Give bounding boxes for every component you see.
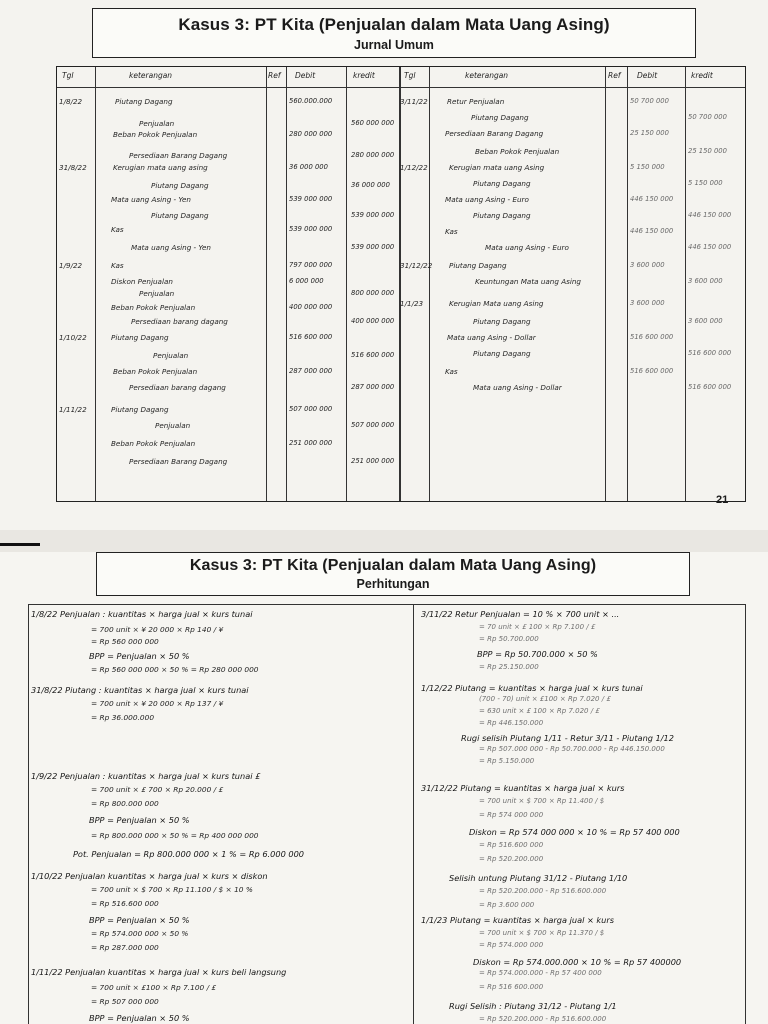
entry-account: Piutang Dagang [471, 113, 529, 122]
calculation-sheet [28, 604, 746, 1024]
entry-kredit: 287 000 000 [351, 383, 395, 391]
entry-account: Retur Penjualan [447, 97, 505, 106]
entry-account: Mata uang Asing - Dollar [473, 383, 562, 392]
column-divider [429, 67, 430, 501]
page-title: Kasus 3: PT Kita (Penjualan dalam Mata Uang Asing) [178, 15, 610, 34]
entry-debit: 539 000 000 [289, 195, 333, 203]
entry-kredit: 539 000 000 [351, 243, 395, 251]
calc-line: = Rp 446.150.000 [479, 719, 544, 727]
calc-line: 31/12/22 Piutang = kuantitas × harga jual × kurs [421, 783, 625, 793]
calc-line: BPP = Rp 50.700.000 × 50 % [477, 649, 598, 659]
header-keterangan: keterangan [129, 71, 173, 80]
calc-line: = Rp 507.000 000 - Rp 50.700.000 - Rp 446.150.000 [479, 745, 665, 753]
calc-line: = 700 unit × £ 700 × Rp 20.000 / £ [91, 785, 224, 794]
header-keterangan-right: keterangan [465, 71, 509, 80]
entry-date: 1/11/22 [59, 405, 87, 414]
calc-line: BPP = Penjualan × 50 % [89, 915, 190, 925]
entry-account: Beban Pokok Penjualan [475, 147, 560, 156]
column-divider [95, 67, 96, 501]
entry-date: 3/11/22 [400, 97, 428, 106]
entry-date: 1/8/22 [59, 97, 83, 106]
calc-line: = Rp 574.000.000 - Rp 57 400 000 [479, 969, 602, 977]
calc-line: 1/10/22 Penjualan kuantitas × harga jual × kurs × diskon [31, 871, 268, 881]
calc-line: Selisih untung Piutang 31/12 - Piutang 1/10 [449, 873, 628, 883]
entry-account: Persediaan barang dagang [129, 383, 226, 392]
calc-line: Diskon = Rp 574.000.000 × 10 % = Rp 57 400000 [473, 957, 682, 967]
entry-debit: 516 600 000 [289, 333, 333, 341]
calc-line: Pot. Penjualan = Rp 800.000 000 × 1 % = Rp 6.000 000 [73, 849, 305, 859]
entry-date: 1/10/22 [59, 333, 87, 342]
entry-debit: 5 150 000 [630, 163, 665, 171]
calculation-title: Kasus 3: PT Kita (Penjualan dalam Mata Uang Asing) [189, 557, 597, 574]
column-divider [346, 67, 347, 501]
page-edge-mark [0, 543, 40, 546]
entry-account: Keuntungan Mata uang Asing [475, 277, 581, 286]
entry-debit: 400 000 000 [289, 303, 333, 311]
column-divider [605, 67, 606, 501]
entry-account: Piutang Dagang [151, 181, 209, 190]
entry-debit: 560.000.000 [289, 97, 333, 105]
calc-line: Rugi selisih Piutang 1/11 - Retur 3/11 - Piutang 1/12 [461, 733, 674, 743]
calculation-subtitle: Perhitungan [356, 577, 430, 591]
entry-account: Piutang Dagang [473, 179, 531, 188]
header-tgl-right: Tgl [404, 71, 416, 80]
entry-debit: 287 000 000 [289, 367, 333, 375]
calc-line: = Rp 507 000 000 [91, 997, 159, 1006]
entry-account: Kerugian Mata uang Asing [449, 299, 544, 308]
entry-account: Mata uang Asing - Yen [111, 195, 191, 204]
calc-line: 31/8/22 Piutang : kuantitas × harga jual × kurs tunai [31, 685, 249, 695]
column-divider [286, 67, 287, 501]
entry-debit: 3 600 000 [630, 299, 665, 307]
entry-debit: 797 000 000 [289, 261, 333, 269]
entry-account: Mata uang Asing - Euro [485, 243, 569, 252]
entry-kredit: 5 150 000 [688, 179, 723, 187]
header-tgl: Tgl [62, 71, 74, 80]
entry-account: Piutang Dagang [111, 405, 169, 414]
entry-account: Persediaan Barang Dagang [445, 129, 544, 138]
entry-account: Beban Pokok Penjualan [111, 439, 196, 448]
calc-line: = Rp 516 600.000 [479, 983, 544, 991]
calc-line: = Rp 5.150.000 [479, 757, 535, 765]
entry-account: Mata uang Asing - Euro [445, 195, 529, 204]
entry-account: Piutang Dagang [473, 317, 531, 326]
calc-line: = Rp 574 000 000 [479, 811, 544, 819]
calculation-divider [413, 605, 414, 1024]
entry-debit: 516 600 000 [630, 333, 674, 341]
entry-date: 31/8/22 [59, 163, 87, 172]
entry-account: Penjualan [139, 289, 175, 298]
calc-line: = Rp 520.200.000 [479, 855, 544, 863]
entry-kredit: 251 000 000 [351, 457, 395, 465]
entry-account: Mata uang Asing - Yen [131, 243, 211, 252]
calc-line: 1/9/22 Penjualan : kuantitas × harga jual × kurs tunai £ [31, 771, 261, 781]
header-debit: Debit [295, 71, 316, 80]
entry-date: 1/9/22 [59, 261, 83, 270]
entry-kredit: 25 150 000 [688, 147, 727, 155]
entry-account: Persediaan Barang Dagang [129, 457, 228, 466]
calc-line: = Rp 560 000 000 × 50 % = Rp 280 000 000 [91, 665, 259, 674]
calculation-title-box [96, 552, 690, 596]
calc-line: = Rp 574.000 000 × 50 % [91, 929, 189, 938]
entry-account: Kerugian mata uang asing [113, 163, 208, 172]
entry-account: Piutang Dagang [111, 333, 169, 342]
table-center-divider [399, 67, 401, 501]
calc-line: = Rp 800.000 000 [91, 799, 159, 808]
calc-line: = Rp 516.600 000 [91, 899, 159, 908]
calc-line: = 700 unit × ¥ 20 000 × Rp 137 / ¥ [91, 699, 224, 708]
entry-kredit: 516 600 000 [351, 351, 395, 359]
entry-account: Piutang Dagang [473, 211, 531, 220]
calc-line: BPP = Penjualan × 50 % [89, 815, 190, 825]
calc-line: = Rp 574.000 000 [479, 941, 544, 949]
entry-account: Beban Pokok Penjualan [111, 303, 196, 312]
entry-account: Kerugian mata uang Asing [449, 163, 545, 172]
entry-debit: 3 600 000 [630, 261, 665, 269]
entry-account: Piutang Dagang [473, 349, 531, 358]
calc-line: (700 - 70) unit × £100 × Rp 7.020 / £ [479, 695, 611, 703]
entry-account: Kas [111, 225, 124, 234]
calc-line: = Rp 3.600 000 [479, 901, 535, 909]
entry-account: Piutang Dagang [115, 97, 173, 106]
header-divider [57, 87, 745, 88]
entry-debit: 516 600 000 [630, 367, 674, 375]
entry-debit: 539 000 000 [289, 225, 333, 233]
entry-account: Piutang Dagang [151, 211, 209, 220]
entry-kredit: 446 150 000 [688, 243, 732, 251]
entry-account: Penjualan [139, 119, 175, 128]
calc-line: 1/1/23 Piutang = kuantitas × harga jual × kurs [421, 915, 614, 925]
calc-line: = 700 unit × $ 700 × Rp 11.100 / $ × 10 % [91, 885, 253, 894]
entry-account: Kas [445, 227, 458, 236]
calc-line: 1/11/22 Penjualan kuantitas × harga jual × kurs beli langsung [31, 967, 287, 977]
entry-kredit: 800 000 000 [351, 289, 395, 297]
header-ref: Ref [268, 71, 281, 80]
entry-debit: 507 000 000 [289, 405, 333, 413]
entry-account: Kas [111, 261, 124, 270]
column-divider [266, 67, 267, 501]
entry-kredit: 36 000 000 [351, 181, 390, 189]
page-number: 21 [716, 494, 729, 506]
calc-line: = 70 unit × £ 100 × Rp 7.100 / £ [479, 623, 596, 631]
page-gap [0, 530, 768, 552]
column-divider [627, 67, 628, 501]
header-kredit: kredit [353, 71, 375, 80]
calc-line: = Rp 560 000 000 [91, 637, 159, 646]
journal-table [56, 66, 746, 502]
entry-date: 31/12/22 [400, 261, 433, 270]
entry-kredit: 3 600 000 [688, 317, 723, 325]
calc-line: BPP = Penjualan × 50 % [89, 1013, 190, 1023]
entry-debit: 446 150 000 [630, 227, 674, 235]
entry-kredit: 3 600 000 [688, 277, 723, 285]
entry-kredit: 507 000 000 [351, 421, 395, 429]
entry-kredit: 516 600 000 [688, 383, 732, 391]
entry-kredit: 50 700 000 [688, 113, 727, 121]
calc-line: = 700 unit × $ 700 × Rp 11.370 / $ [479, 929, 605, 937]
calc-line: = Rp 287.000 000 [91, 943, 159, 952]
entry-kredit: 446 150 000 [688, 211, 732, 219]
column-divider [685, 67, 686, 501]
entry-account: Persediaan Barang Dagang [129, 151, 228, 160]
entry-date: 1/12/22 [400, 163, 428, 172]
calc-line: = 630 unit × £ 100 × Rp 7.020 / £ [479, 707, 600, 715]
calc-line: = Rp 50.700.000 [479, 635, 539, 643]
entry-debit: 50 700 000 [630, 97, 669, 105]
calc-line: 1/8/22 Penjualan : kuantitas × harga jual × kurs tunai [31, 609, 253, 619]
calc-line: = Rp 25.150.000 [479, 663, 539, 671]
calc-line: = 700 unit × $ 700 × Rp 11.400 / $ [479, 797, 605, 805]
entry-debit: 25 150 000 [630, 129, 669, 137]
entry-kredit: 400 000 000 [351, 317, 395, 325]
entry-account: Diskon Penjualan [111, 277, 173, 286]
calc-line: = Rp 516.600 000 [479, 841, 544, 849]
calc-line: Rugi Selisih : Piutang 31/12 - Piutang 1/1 [449, 1001, 617, 1011]
calc-line: = 700 unit × ¥ 20 000 × Rp 140 / ¥ [91, 625, 224, 634]
entry-debit: 36 000 000 [289, 163, 328, 171]
entry-debit: 446 150 000 [630, 195, 674, 203]
page-subtitle: Jurnal Umum [354, 38, 434, 52]
calc-line: BPP = Penjualan × 50 % [89, 651, 190, 661]
calc-line: = Rp 36.000.000 [91, 713, 155, 722]
header-kredit-right: kredit [691, 71, 713, 80]
entry-account: Persediaan barang dagang [131, 317, 228, 326]
entry-account: Penjualan [153, 351, 189, 360]
entry-date: 1/1/23 [400, 299, 424, 308]
calc-line: 1/12/22 Piutang = kuantitas × harga jual × kurs tunai [421, 683, 643, 693]
calc-line: = 700 unit × £100 × Rp 7.100 / £ [91, 983, 217, 992]
calc-line: 3/11/22 Retur Penjualan = 10 % × 700 unit × ... [421, 609, 620, 619]
entry-kredit: 539 000 000 [351, 211, 395, 219]
entry-debit: 6 000 000 [289, 277, 324, 285]
entry-account: Beban Pokok Penjualan [113, 130, 198, 139]
calc-line: = Rp 800.000 000 × 50 % = Rp 400 000 000 [91, 831, 259, 840]
header-ref-right: Ref [608, 71, 621, 80]
calc-line: = Rp 520.200.000 - Rp 516.600.000 [479, 887, 607, 895]
journal-title-box [92, 8, 696, 58]
header-debit-right: Debit [637, 71, 658, 80]
calc-line: = Rp 520.200.000 - Rp 516.600.000 [479, 1015, 607, 1023]
entry-account: Beban Pokok Penjualan [113, 367, 198, 376]
entry-account: Mata uang Asing - Dollar [447, 333, 536, 342]
entry-account: Piutang Dagang [449, 261, 507, 270]
entry-account: Penjualan [155, 421, 191, 430]
entry-kredit: 516 600 000 [688, 349, 732, 357]
entry-debit: 280 000 000 [289, 130, 333, 138]
entry-account: Kas [445, 367, 458, 376]
entry-debit: 251 000 000 [289, 439, 333, 447]
entry-kredit: 280 000 000 [351, 151, 395, 159]
calc-line: Diskon = Rp 574 000 000 × 10 % = Rp 57 400 000 [469, 827, 680, 837]
entry-kredit: 560 000 000 [351, 119, 395, 127]
